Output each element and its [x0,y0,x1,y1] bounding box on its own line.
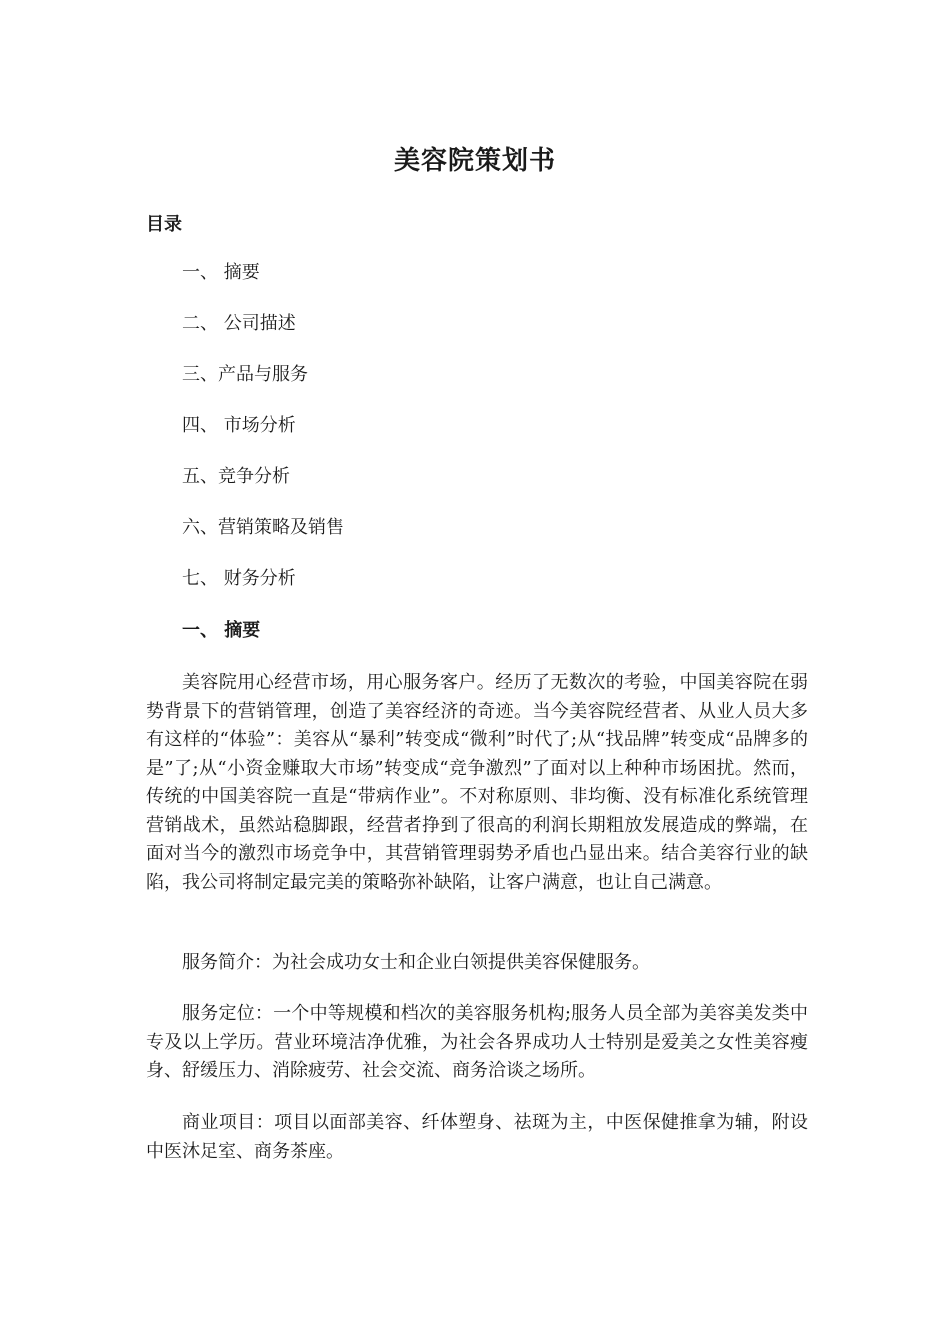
toc-item: 五、竞争分析 [182,466,290,487]
section-heading-summary: 一、 摘要 [182,620,261,641]
toc-item: 六、营销策略及销售 [182,517,344,538]
table-of-contents [182,258,344,615]
body-paragraph: 商业项目：项目以面部美容、纤体塑身、祛斑为主，中医保健推拿为辅，附设中医沐足室、商务茶座。 [146,1112,808,1162]
body-paragraph: 服务简介：为社会成功女士和企业白领提供美容保健服务。 [182,952,650,973]
body-paragraph: 美容院用心经营市场，用心服务客户。经历了无数次的考验，中国美容院在弱势背景下的营销管理，创造了美容经济的奇迹。当今美容院经营者、从业人员大多有这样的“体验”：美容从“暴利”转变成“微利”时代了;从“找品牌”转变成“品牌多的是”了;从“小资金赚取大市场”转变成“竞争激烈”了面对以上种种市场困扰。然而，传统的中国美容院一直是“带病作业”。不对称原则、非均衡、没有标准化系统管理营销战术，虽然站稳脚跟，经营者挣到了很高的利润长期粗放发展造成的弊端，在面对当今的激烈市场竞争中，其营销管理弱势矛盾也凸显出来。结合美容行业的缺陷，我公司将制定最完美的策略弥补缺陷，让客户满意，也让自己满意。 [146,672,808,893]
toc-item: 四、 市场分析 [182,415,296,436]
toc-item: 一、 摘要 [182,262,260,283]
toc-item: 七、 财务分析 [182,568,296,589]
toc-item: 二、 公司描述 [182,313,296,334]
document-title: 美容院策划书 [393,146,556,176]
toc-heading: 目录 [146,214,182,235]
body-paragraph: 服务定位：一个中等规模和档次的美容服务机构;服务人员全部为美容美发类中专及以上学历。营业环境洁净优雅，为社会各界成功人士特别是爱美之女性美容瘦身、舒缓压力、消除疲劳、社会交流、商务洽谈之场所。 [146,1003,808,1081]
toc-item: 三、产品与服务 [182,364,308,385]
